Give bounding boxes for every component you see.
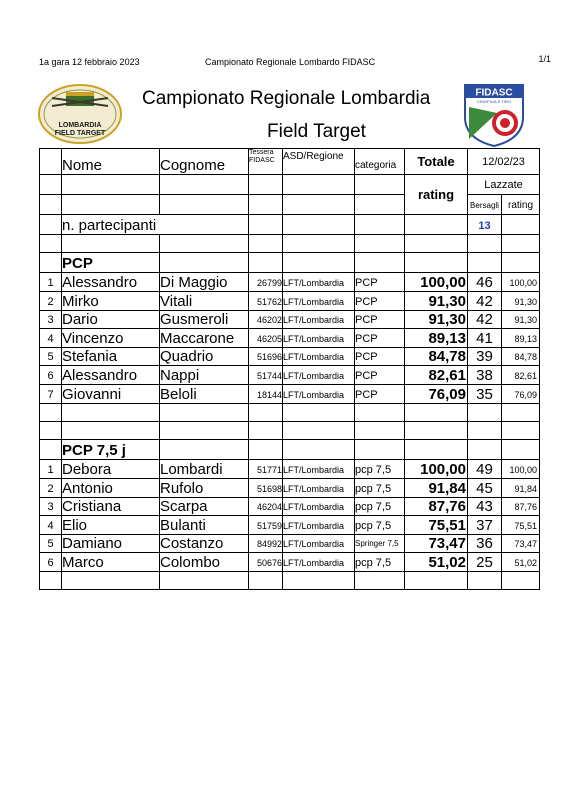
rating-cell: 100,00: [502, 460, 540, 479]
spacer-row: [40, 235, 540, 253]
table-row: [40, 516, 540, 535]
bersagli-cell: 45: [468, 478, 502, 497]
nome-cell: Alessandro: [62, 366, 160, 385]
empty-cell: [355, 253, 405, 273]
empty-cell: [283, 421, 355, 439]
cognome-cell: Scarpa: [160, 497, 249, 516]
empty-cell: [160, 403, 249, 421]
categoria-cell: pcp 7,5: [355, 478, 405, 497]
cognome-cell: Quadrio: [160, 347, 249, 366]
header-rating-small: rating: [502, 195, 540, 215]
empty-cell: [468, 440, 502, 460]
cognome-cell: Rufolo: [160, 478, 249, 497]
section-header-row: [40, 253, 540, 273]
totale-rating-cell: 76,09: [405, 384, 468, 403]
page-header-left: 1a gara 12 febbraio 2023: [39, 57, 140, 67]
tessera-cell: 51762: [249, 291, 283, 310]
empty-cell: [405, 440, 468, 460]
header-row: [40, 149, 540, 175]
empty-cell: [40, 440, 62, 460]
categoria-cell: pcp 7,5: [355, 553, 405, 572]
table-row: [40, 384, 540, 403]
rank-cell: 6: [40, 553, 62, 572]
bersagli-cell: 36: [468, 534, 502, 553]
asd-cell: LFT/Lombardia: [283, 329, 355, 348]
empty-cell: [502, 403, 540, 421]
categoria-cell: pcp 7,5: [355, 497, 405, 516]
tessera-cell: 26799: [249, 273, 283, 292]
tessera-cell: 51771: [249, 460, 283, 479]
totale-rating-cell: 91,84: [405, 478, 468, 497]
rating-cell: 82,61: [502, 366, 540, 385]
participants-row: [40, 215, 540, 235]
bersagli-cell: 42: [468, 291, 502, 310]
categoria-cell: PCP: [355, 310, 405, 329]
empty-cell: [355, 440, 405, 460]
cognome-cell: Costanzo: [160, 534, 249, 553]
rating-cell: 91,30: [502, 291, 540, 310]
header-categoria: categoria: [355, 149, 405, 175]
totale-rating-cell: 73,47: [405, 534, 468, 553]
lombardia-field-target-logo: [38, 84, 122, 144]
rank-cell: 1: [40, 273, 62, 292]
svg-text:FIDASC: FIDASC: [475, 87, 513, 99]
asd-cell: LFT/Lombardia: [283, 478, 355, 497]
section-name: PCP 7,5 j: [62, 440, 160, 460]
table-row: [40, 460, 540, 479]
svg-text:CINOFILIA E TIRO: CINOFILIA E TIRO: [477, 99, 511, 104]
tessera-cell: 18144: [249, 384, 283, 403]
table-row: [40, 478, 540, 497]
empty-cell: [502, 253, 540, 273]
categoria-cell: Springer 7,5: [355, 534, 405, 553]
tessera-cell: 46205: [249, 329, 283, 348]
rating-cell: 75,51: [502, 516, 540, 535]
rating-cell: 89,13: [502, 329, 540, 348]
rating-cell: 76,09: [502, 384, 540, 403]
results-table-container: [39, 148, 539, 590]
empty-cell: [468, 421, 502, 439]
empty-cell: [249, 253, 283, 273]
bersagli-cell: 42: [468, 310, 502, 329]
rank-cell: 2: [40, 478, 62, 497]
totale-rating-cell: 91,30: [405, 291, 468, 310]
nome-cell: Antonio: [62, 478, 160, 497]
rating-cell: 100,00: [502, 273, 540, 292]
rating-cell: 87,76: [502, 497, 540, 516]
page-number: 1/1: [538, 54, 551, 64]
nome-cell: Alessandro: [62, 273, 160, 292]
asd-cell: LFT/Lombardia: [283, 497, 355, 516]
cognome-cell: Di Maggio: [160, 273, 249, 292]
header-num: [40, 149, 62, 175]
empty-cell: [249, 403, 283, 421]
categoria-cell: PCP: [355, 291, 405, 310]
header-nome: Nome: [62, 149, 160, 175]
spacer-row: [40, 421, 540, 439]
rating-cell: 73,47: [502, 534, 540, 553]
empty-cell: [468, 403, 502, 421]
table-row: [40, 310, 540, 329]
results-table: [39, 148, 540, 590]
header-totale: Totale: [405, 149, 468, 175]
totale-rating-cell: 100,00: [405, 273, 468, 292]
nome-cell: Debora: [62, 460, 160, 479]
rank-cell: 2: [40, 291, 62, 310]
section-header-row: [40, 440, 540, 460]
cognome-cell: Bulanti: [160, 516, 249, 535]
cognome-cell: Beloli: [160, 384, 249, 403]
empty-cell: [405, 253, 468, 273]
tessera-cell: 46202: [249, 310, 283, 329]
header-cognome: Cognome: [160, 149, 249, 175]
rank-cell: 3: [40, 310, 62, 329]
bersagli-cell: 46: [468, 273, 502, 292]
table-row: [40, 553, 540, 572]
empty-cell: [283, 440, 355, 460]
svg-text:FIELD TARGET: FIELD TARGET: [54, 130, 106, 137]
nome-cell: Stefania: [62, 347, 160, 366]
cognome-cell: Nappi: [160, 366, 249, 385]
bersagli-cell: 37: [468, 516, 502, 535]
empty-cell: [502, 440, 540, 460]
header-bersagli: Bersagli: [468, 195, 502, 215]
header-date: 12/02/23: [468, 149, 540, 175]
cognome-cell: Gusmeroli: [160, 310, 249, 329]
totale-rating-cell: 100,00: [405, 460, 468, 479]
document-title: Campionato Regionale Lombardia: [142, 88, 431, 109]
totale-rating-cell: 89,13: [405, 329, 468, 348]
rating-cell: 84,78: [502, 347, 540, 366]
table-row: [40, 273, 540, 292]
rank-cell: 7: [40, 384, 62, 403]
table-row: [40, 329, 540, 348]
spacer-row: [40, 571, 540, 589]
cognome-cell: Lombardi: [160, 460, 249, 479]
categoria-cell: PCP: [355, 273, 405, 292]
totale-rating-cell: 84,78: [405, 347, 468, 366]
empty-cell: [160, 421, 249, 439]
empty-cell: [405, 421, 468, 439]
rank-cell: 3: [40, 497, 62, 516]
nome-cell: Elio: [62, 516, 160, 535]
empty-cell: [283, 403, 355, 421]
asd-cell: LFT/Lombardia: [283, 366, 355, 385]
tessera-cell: 51759: [249, 516, 283, 535]
empty-cell: [283, 253, 355, 273]
tessera-cell: 84992: [249, 534, 283, 553]
table-row: [40, 497, 540, 516]
empty-cell: [40, 421, 62, 439]
rank-cell: 4: [40, 516, 62, 535]
header-lazzate: Lazzate: [468, 175, 540, 195]
header-rating: rating: [405, 175, 468, 215]
empty-cell: [468, 253, 502, 273]
totale-rating-cell: 75,51: [405, 516, 468, 535]
rank-cell: 1: [40, 460, 62, 479]
empty-cell: [249, 440, 283, 460]
empty-cell: [62, 403, 160, 421]
tessera-cell: 46204: [249, 497, 283, 516]
categoria-cell: pcp 7,5: [355, 460, 405, 479]
cognome-cell: Colombo: [160, 553, 249, 572]
nome-cell: Dario: [62, 310, 160, 329]
categoria-cell: PCP: [355, 366, 405, 385]
nome-cell: Cristiana: [62, 497, 160, 516]
bersagli-cell: 39: [468, 347, 502, 366]
table-row: [40, 291, 540, 310]
section-name: PCP: [62, 253, 160, 273]
totale-rating-cell: 51,02: [405, 553, 468, 572]
categoria-cell: PCP: [355, 329, 405, 348]
tessera-cell: 51744: [249, 366, 283, 385]
totale-rating-cell: 82,61: [405, 366, 468, 385]
empty-cell: [40, 403, 62, 421]
page-header-center: Campionato Regionale Lombardo FIDASC: [205, 57, 376, 67]
empty-cell: [405, 403, 468, 421]
asd-cell: LFT/Lombardia: [283, 273, 355, 292]
asd-cell: LFT/Lombardia: [283, 534, 355, 553]
header-tessera: Tessera FIDASC: [249, 149, 283, 175]
asd-cell: LFT/Lombardia: [283, 553, 355, 572]
empty-cell: [355, 403, 405, 421]
asd-cell: LFT/Lombardia: [283, 460, 355, 479]
asd-cell: LFT/Lombardia: [283, 310, 355, 329]
cognome-cell: Vitali: [160, 291, 249, 310]
empty-cell: [160, 440, 249, 460]
rank-cell: 4: [40, 329, 62, 348]
table-row: [40, 534, 540, 553]
participants-label: n. partecipanti: [62, 215, 249, 235]
cognome-cell: Maccarone: [160, 329, 249, 348]
rank-cell: 5: [40, 347, 62, 366]
empty-cell: [160, 253, 249, 273]
bersagli-cell: 35: [468, 384, 502, 403]
bersagli-cell: 25: [468, 553, 502, 572]
asd-cell: LFT/Lombardia: [283, 347, 355, 366]
tessera-cell: 51696: [249, 347, 283, 366]
bersagli-cell: 41: [468, 329, 502, 348]
empty-cell: [40, 253, 62, 273]
tessera-cell: 50676: [249, 553, 283, 572]
asd-cell: LFT/Lombardia: [283, 384, 355, 403]
empty-cell: [62, 421, 160, 439]
svg-text:LOMBARDIA: LOMBARDIA: [58, 122, 102, 129]
bersagli-cell: 49: [468, 460, 502, 479]
asd-cell: LFT/Lombardia: [283, 291, 355, 310]
categoria-cell: PCP: [355, 347, 405, 366]
spacer-row: [40, 403, 540, 421]
document-subtitle: Field Target: [267, 121, 366, 142]
rating-cell: 91,30: [502, 310, 540, 329]
nome-cell: Mirko: [62, 291, 160, 310]
rating-cell: 51,02: [502, 553, 540, 572]
table-row: [40, 366, 540, 385]
empty-cell: [249, 421, 283, 439]
bersagli-cell: 43: [468, 497, 502, 516]
fidasc-logo: [463, 83, 525, 147]
bersagli-cell: 38: [468, 366, 502, 385]
table-row: [40, 347, 540, 366]
totale-rating-cell: 91,30: [405, 310, 468, 329]
totale-rating-cell: 87,76: [405, 497, 468, 516]
header-row-2: [40, 175, 540, 195]
nome-cell: Damiano: [62, 534, 160, 553]
nome-cell: Giovanni: [62, 384, 160, 403]
rank-cell: 6: [40, 366, 62, 385]
empty-cell: [502, 421, 540, 439]
nome-cell: Vincenzo: [62, 329, 160, 348]
rank-cell: 5: [40, 534, 62, 553]
rating-cell: 91,84: [502, 478, 540, 497]
asd-cell: LFT/Lombardia: [283, 516, 355, 535]
participants-count: 13: [468, 215, 502, 235]
categoria-cell: pcp 7,5: [355, 516, 405, 535]
empty-cell: [355, 421, 405, 439]
categoria-cell: PCP: [355, 384, 405, 403]
tessera-cell: 51698: [249, 478, 283, 497]
nome-cell: Marco: [62, 553, 160, 572]
header-asd: ASD/Regione: [283, 149, 355, 175]
